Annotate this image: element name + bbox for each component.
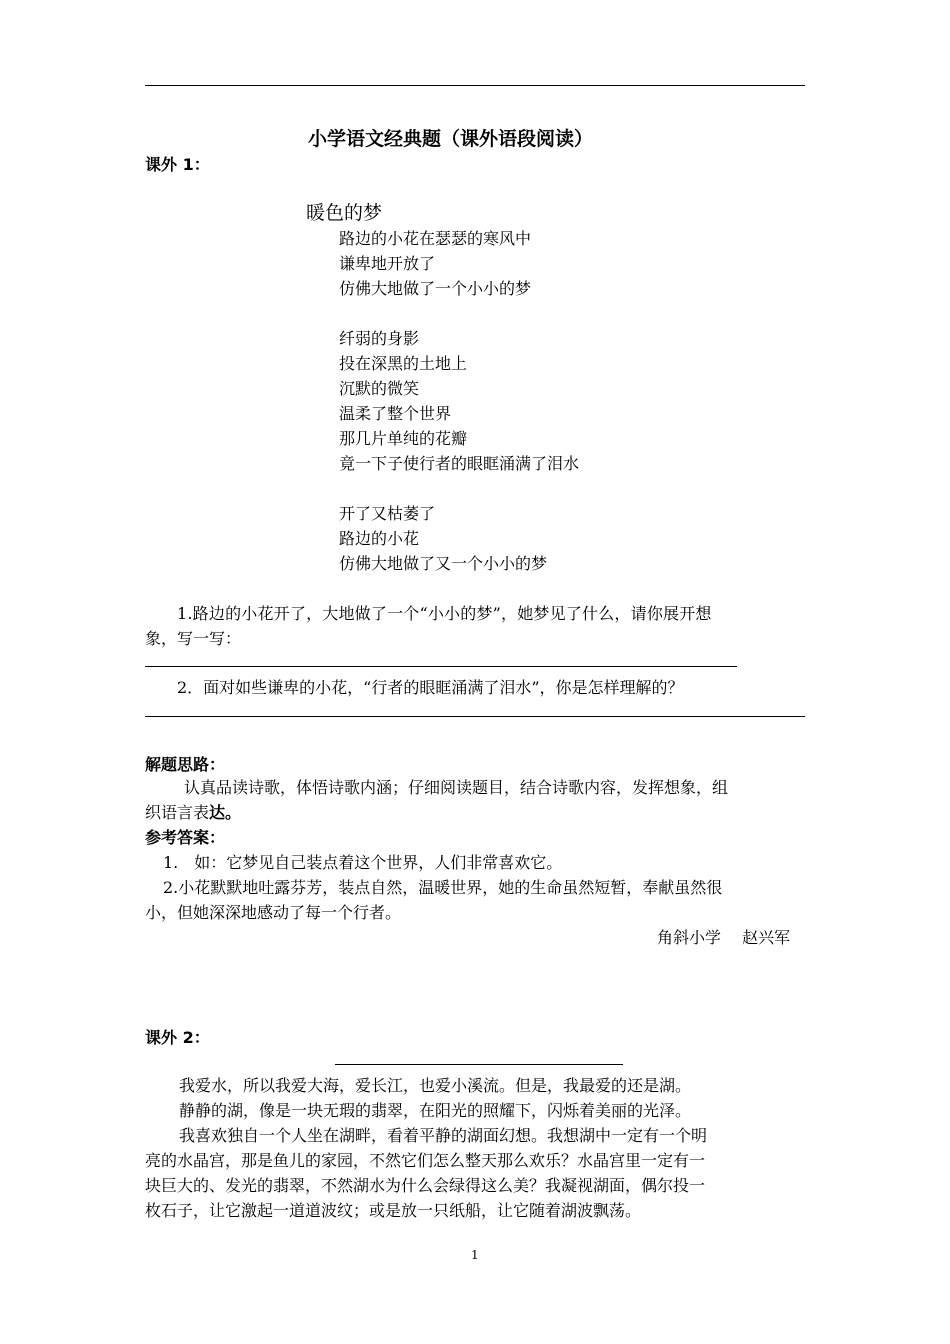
thinking-line-2 (145, 800, 241, 823)
thinking-line-2-bold: 达。 (209, 803, 242, 822)
section-1-heading: 课外 1： (145, 155, 210, 174)
answer-1: 1. 如：它梦见自己装点着这个世界，人们非常喜欢它。 (163, 853, 563, 872)
document-title: 小学语文经典题（课外语段阅读） (308, 128, 594, 150)
poem-line: 路边的小花 (339, 529, 420, 548)
passage-line: 我爱水，所以我爱大海，爱长江，也爱小溪流。但是，我最爱的还是湖。 (179, 1076, 692, 1095)
passage-line: 块巨大的、发光的翡翠，不然湖水为什么会绿得这么美？我凝视湖面，偶尔投一 (145, 1176, 706, 1195)
poem-title: 暖色的梦 (306, 202, 383, 224)
question-1-line-2: 象，写一写： (145, 629, 242, 648)
author-signature: 角斜小学 赵兴军 (657, 928, 791, 947)
answer-line-2[interactable] (145, 716, 805, 717)
poem-line: 竟一下子使行者的眼眶涌满了泪水 (339, 454, 580, 473)
header-rule (145, 85, 805, 86)
poem-line: 投在深黑的土地上 (339, 354, 468, 373)
poem-line: 那几片单纯的花瓣 (339, 429, 468, 448)
thinking-line-1: 认真品读诗歌，体悟诗歌内涵；仔细阅读题目，结合诗歌内容，发挥想象，组 (184, 778, 729, 797)
poem-line: 开了又枯萎了 (339, 504, 436, 523)
poem-line: 谦卑地开放了 (339, 254, 436, 273)
passage-line: 枚石子，让它激起一道道波纹；或是放一只纸船，让它随着湖波飘荡。 (145, 1201, 642, 1220)
passage-line: 静静的湖，像是一块无瑕的翡翠，在阳光的照耀下，闪烁着美丽的光泽。 (179, 1101, 692, 1120)
passage-line: 我喜欢独自一个人坐在湖畔，看着平静的湖面幻想。我想湖中一定有一个明 (179, 1126, 708, 1145)
title-blank-line[interactable] (335, 1064, 623, 1065)
poem-line: 温柔了整个世界 (339, 404, 452, 423)
poem-line: 沉默的微笑 (339, 379, 420, 398)
answer-line-1[interactable] (145, 666, 737, 667)
thinking-label: 解题思路： (145, 755, 226, 774)
question-1-line-1: 1.路边的小花开了，大地做了一个“小小的梦”，她梦见了什么，请你展开想 (177, 604, 712, 623)
answer-2-line-2: 小，但她深深地感动了每一个行者。 (145, 903, 402, 922)
poem-line: 仿佛大地做了又一个小小的梦 (339, 554, 548, 573)
passage-line: 亮的水晶宫，那是鱼儿的家园，不然它们怎么整天那么欢乐？水晶宫里一定有一 (145, 1151, 706, 1170)
answer-label: 参考答案： (145, 828, 226, 847)
question-2: 2．面对如些谦卑的小花，“行者的眼眶涌满了泪水”，你是怎样理解的？ (177, 678, 684, 697)
answer-2-line-1: 2.小花默默地吐露芬芳，装点自然，温暖世界，她的生命虽然短暂，奉献虽然很 (163, 878, 723, 897)
page-number: 1 (471, 1248, 479, 1262)
section-2-heading: 课外 2： (145, 1028, 210, 1047)
poem-line: 仿佛大地做了一个小小的梦 (339, 279, 532, 298)
poem-line: 纤弱的身影 (339, 329, 420, 348)
poem-line: 路边的小花在瑟瑟的寒风中 (339, 229, 532, 248)
thinking-line-2-text: 织语言表 (145, 803, 210, 822)
